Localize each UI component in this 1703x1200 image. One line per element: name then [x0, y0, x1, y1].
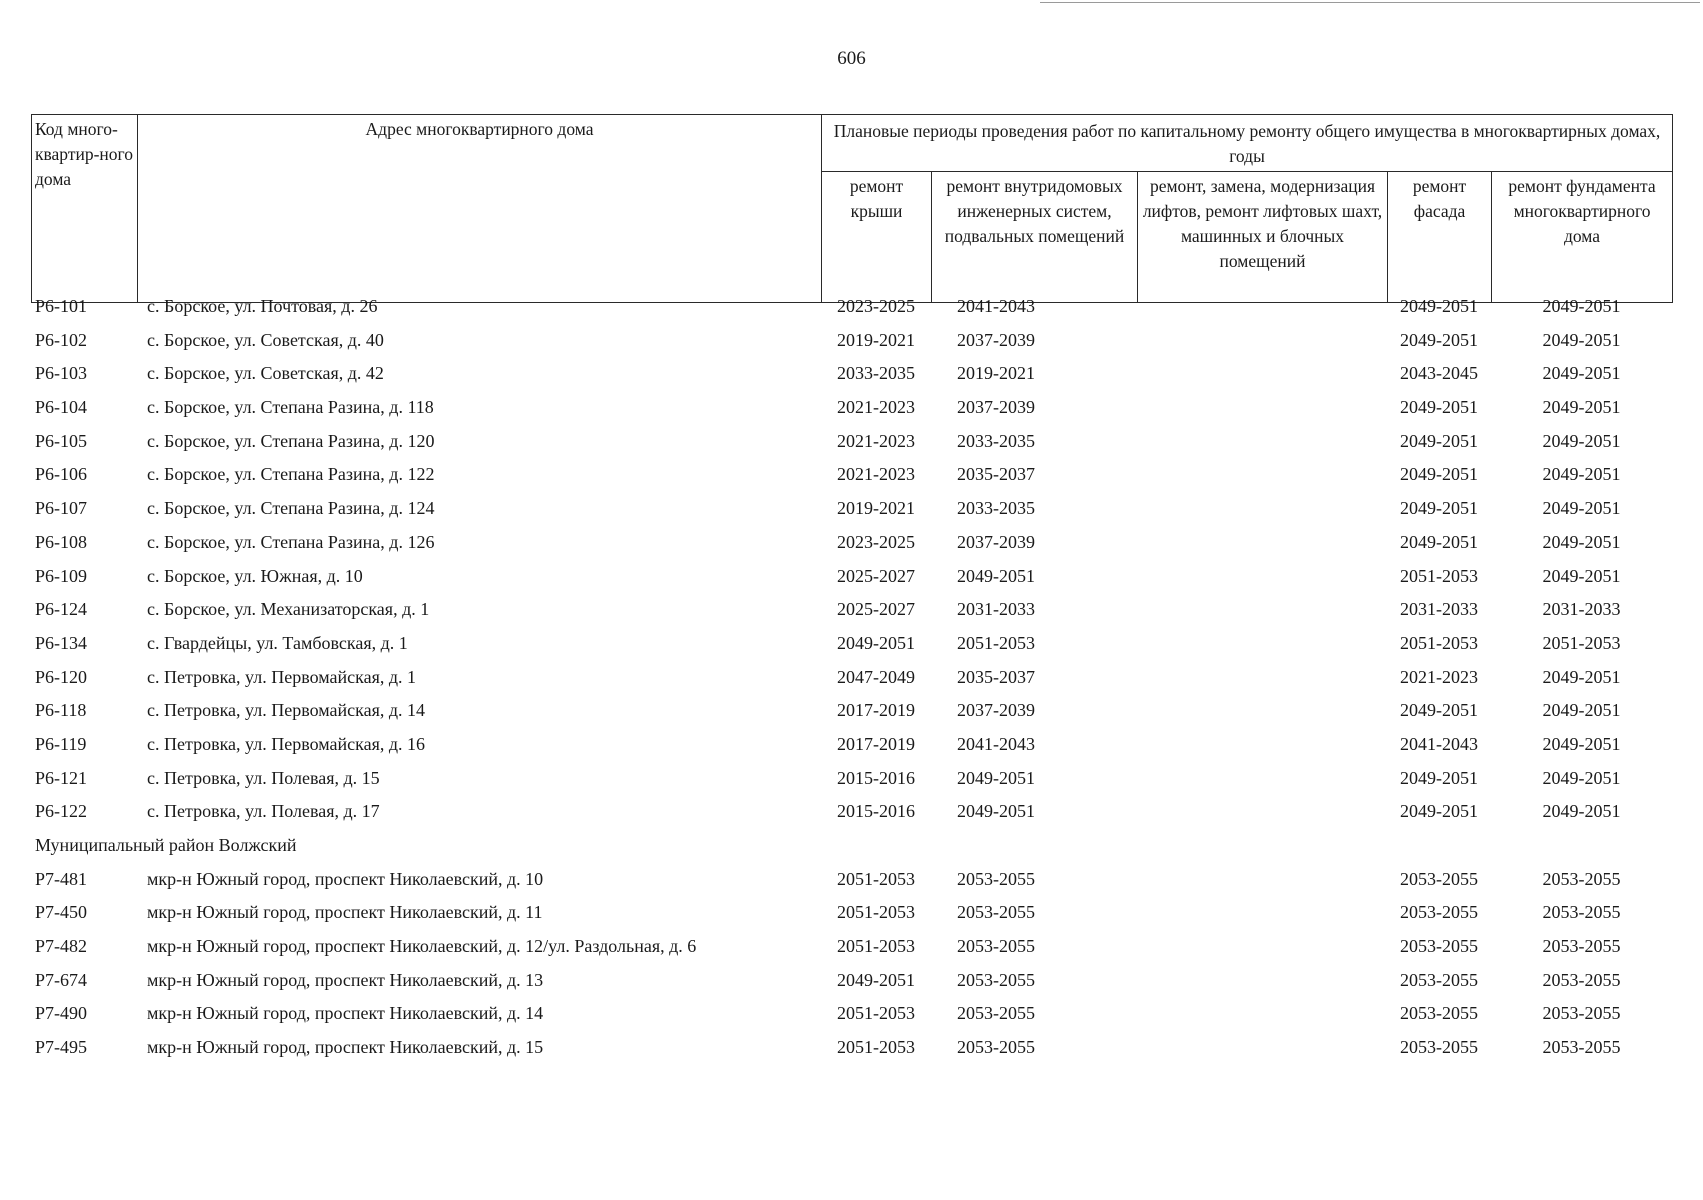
cell-code: Р6-109 [35, 565, 88, 586]
cell-facade: 2049-2051 [1400, 430, 1478, 451]
cell-systems: 2051-2053 [957, 632, 1035, 653]
cell-systems: 2049-2051 [957, 565, 1035, 586]
cell-roof: 2015-2016 [837, 767, 915, 788]
cell-elevators [1137, 531, 1387, 565]
cell-foundation: 2049-2051 [1542, 531, 1621, 552]
cell-roof: 2023-2025 [837, 296, 915, 316]
cell-foundation: 2049-2051 [1542, 363, 1621, 384]
cell-systems: 2037-2039 [957, 531, 1035, 552]
cell-facade: 2049-2051 [1400, 801, 1478, 822]
header-roof: ремонт крыши [822, 172, 932, 303]
table-row [31, 632, 1672, 666]
cell-facade: 2049-2051 [1400, 296, 1478, 316]
cell-address: с. Борское, ул. Советская, д. 42 [147, 363, 384, 384]
cell-foundation: 2051-2053 [1542, 632, 1621, 653]
scan-edge-line [1040, 2, 1700, 3]
table-row [31, 935, 1672, 969]
cell-code: Р6-122 [35, 801, 88, 822]
cell-elevators [1137, 598, 1387, 632]
cell-code: Р7-481 [35, 868, 88, 889]
cell-address: с. Петровка, ул. Первомайская, д. 16 [147, 733, 426, 754]
table-row [31, 396, 1672, 430]
cell-elevators [1137, 868, 1387, 902]
cell-elevators [1137, 497, 1387, 531]
cell-code: Р6-121 [35, 767, 88, 788]
cell-roof: 2015-2016 [837, 801, 915, 822]
cell-systems: 2041-2043 [957, 733, 1035, 754]
cell-foundation: 2053-2055 [1542, 969, 1621, 990]
cell-code: Р6-101 [35, 296, 88, 316]
cell-systems: 2049-2051 [957, 767, 1035, 788]
cell-foundation: 2049-2051 [1542, 565, 1621, 586]
cell-code: Р7-450 [35, 902, 88, 923]
section-title: Муниципальный район Волжский [35, 835, 297, 855]
table-row [31, 531, 1672, 565]
cell-elevators [1137, 565, 1387, 599]
table-row [31, 598, 1672, 632]
cell-elevators [1137, 430, 1387, 464]
cell-elevators [1137, 329, 1387, 363]
table-row [31, 699, 1672, 733]
cell-code: Р6-118 [35, 700, 87, 721]
cell-foundation: 2053-2055 [1542, 868, 1621, 889]
cell-roof: 2025-2027 [837, 599, 915, 620]
table-row [31, 901, 1672, 935]
cell-roof: 2023-2025 [837, 531, 915, 552]
cell-code: Р6-124 [35, 599, 88, 620]
cell-systems: 2041-2043 [957, 296, 1035, 316]
cell-facade: 2049-2051 [1400, 397, 1478, 418]
cell-elevators [1137, 463, 1387, 497]
table-row [31, 565, 1672, 599]
table-row [31, 800, 1672, 834]
table-row [31, 969, 1672, 1003]
cell-address: с. Борское, ул. Южная, д. 10 [147, 565, 363, 586]
header-periods-group: Плановые периоды проведения работ по капитальному ремонту общего имущества в многоквартирных домах, годы [822, 115, 1673, 172]
cell-address: мкр-н Южный город, проспект Николаевский, д. 10 [147, 868, 544, 889]
cell-foundation: 2049-2051 [1542, 498, 1621, 519]
cell-address: с. Борское, ул. Степана Разина, д. 120 [147, 430, 435, 451]
cell-foundation: 2049-2051 [1542, 397, 1621, 418]
cell-address: с. Борское, ул. Степана Разина, д. 126 [147, 531, 435, 552]
header-elevators: ремонт, замена, модернизация лифтов, ремонт лифтовых шахт, машинных и блочных помещений [1138, 172, 1388, 303]
cell-roof: 2021-2023 [837, 430, 915, 451]
cell-facade: 2051-2053 [1400, 565, 1478, 586]
cell-facade: 2051-2053 [1400, 632, 1478, 653]
cell-systems: 2053-2055 [957, 936, 1035, 957]
cell-address: с. Петровка, ул. Первомайская, д. 1 [147, 666, 417, 687]
cell-roof: 2019-2021 [837, 329, 915, 350]
cell-facade: 2049-2051 [1400, 767, 1478, 788]
header-systems: ремонт внутридомовых инженерных систем, подвальных помещений [932, 172, 1138, 303]
cell-address: с. Борское, ул. Степана Разина, д. 118 [147, 397, 434, 418]
cell-elevators [1137, 1002, 1387, 1036]
cell-elevators [1137, 1036, 1387, 1070]
cell-systems: 2019-2021 [957, 363, 1035, 384]
cell-code: Р7-482 [35, 936, 88, 957]
cell-foundation: 2053-2055 [1542, 902, 1621, 923]
cell-facade: 2049-2051 [1400, 498, 1478, 519]
cell-elevators [1137, 699, 1387, 733]
table-rows [31, 295, 1672, 1070]
cell-facade: 2021-2023 [1400, 666, 1478, 687]
cell-elevators [1137, 935, 1387, 969]
cell-address: с. Петровка, ул. Полевая, д. 17 [147, 801, 380, 822]
cell-roof: 2033-2035 [837, 363, 915, 384]
cell-address: с. Петровка, ул. Первомайская, д. 14 [147, 700, 426, 721]
cell-address: мкр-н Южный город, проспект Николаевский, д. 14 [147, 1003, 544, 1024]
cell-address: с. Борское, ул. Степана Разина, д. 124 [147, 498, 435, 519]
cell-address: мкр-н Южный город, проспект Николаевский, д. 11 [147, 902, 543, 923]
table-body [31, 295, 1672, 1070]
cell-foundation: 2031-2033 [1542, 599, 1621, 620]
cell-elevators [1137, 362, 1387, 396]
cell-roof: 2025-2027 [837, 565, 915, 586]
cell-code: Р6-108 [35, 531, 88, 552]
cell-systems: 2035-2037 [957, 464, 1035, 485]
cell-roof: 2017-2019 [837, 733, 915, 754]
cell-code: Р6-102 [35, 329, 88, 350]
cell-systems: 2053-2055 [957, 1037, 1035, 1058]
cell-elevators [1137, 666, 1387, 700]
cell-roof: 2051-2053 [837, 868, 915, 889]
cell-code: Р7-490 [35, 1003, 88, 1024]
cell-systems: 2037-2039 [957, 700, 1035, 721]
cell-facade: 2049-2051 [1400, 464, 1478, 485]
cell-facade: 2049-2051 [1400, 700, 1478, 721]
cell-foundation: 2049-2051 [1542, 296, 1621, 316]
table-row [31, 295, 1672, 329]
cell-systems: 2053-2055 [957, 1003, 1035, 1024]
cell-code: Р6-105 [35, 430, 88, 451]
table-row [31, 1002, 1672, 1036]
cell-foundation: 2049-2051 [1542, 801, 1621, 822]
cell-foundation: 2049-2051 [1542, 430, 1621, 451]
cell-code: Р6-119 [35, 733, 87, 754]
cell-code: Р6-106 [35, 464, 88, 485]
table-row [31, 767, 1672, 801]
table-row [31, 497, 1672, 531]
page-number: 606 [837, 48, 866, 69]
header-address: Адрес многоквартирного дома [138, 115, 822, 303]
cell-roof: 2021-2023 [837, 464, 915, 485]
cell-facade: 2031-2033 [1400, 599, 1478, 620]
cell-systems: 2035-2037 [957, 666, 1035, 687]
cell-code: Р6-134 [35, 632, 88, 653]
cell-roof: 2051-2053 [837, 1037, 915, 1058]
cell-systems: 2053-2055 [957, 969, 1035, 990]
cell-facade: 2049-2051 [1400, 531, 1478, 552]
cell-elevators [1137, 901, 1387, 935]
cell-roof: 2021-2023 [837, 397, 915, 418]
cell-address: с. Гвардейцы, ул. Тамбовская, д. 1 [147, 632, 408, 653]
cell-systems: 2033-2035 [957, 430, 1035, 451]
cell-facade: 2053-2055 [1400, 1003, 1478, 1024]
cell-facade: 2043-2045 [1400, 363, 1478, 384]
cell-foundation: 2049-2051 [1542, 700, 1621, 721]
cell-foundation: 2053-2055 [1542, 936, 1621, 957]
cell-foundation: 2049-2051 [1542, 666, 1621, 687]
cell-facade: 2049-2051 [1400, 329, 1478, 350]
cell-elevators [1137, 632, 1387, 666]
cell-facade: 2053-2055 [1400, 868, 1478, 889]
header-facade: ремонт фасада [1388, 172, 1492, 303]
cell-foundation: 2049-2051 [1542, 733, 1621, 754]
table-row [31, 329, 1672, 363]
cell-roof: 2051-2053 [837, 936, 915, 957]
cell-code: Р7-495 [35, 1037, 88, 1058]
cell-facade: 2041-2043 [1400, 733, 1478, 754]
cell-roof: 2017-2019 [837, 700, 915, 721]
cell-foundation: 2049-2051 [1542, 767, 1621, 788]
cell-facade: 2053-2055 [1400, 936, 1478, 957]
cell-address: с. Борское, ул. Степана Разина, д. 122 [147, 464, 435, 485]
cell-foundation: 2053-2055 [1542, 1003, 1621, 1024]
cell-systems: 2031-2033 [957, 599, 1035, 620]
table-header [31, 114, 1673, 303]
cell-roof: 2049-2051 [837, 632, 915, 653]
cell-systems: 2037-2039 [957, 329, 1035, 350]
cell-facade: 2053-2055 [1400, 902, 1478, 923]
cell-elevators [1137, 733, 1387, 767]
cell-address: с. Петровка, ул. Полевая, д. 15 [147, 767, 380, 788]
cell-code: Р6-104 [35, 397, 88, 418]
cell-elevators [1137, 800, 1387, 834]
cell-address: мкр-н Южный город, проспект Николаевский, д. 15 [147, 1037, 544, 1058]
table-row [31, 463, 1672, 497]
cell-elevators [1137, 767, 1387, 801]
cell-code: Р7-674 [35, 969, 88, 990]
table-row [31, 868, 1672, 902]
cell-code: Р6-103 [35, 363, 88, 384]
cell-roof: 2047-2049 [837, 666, 915, 687]
cell-address: с. Борское, ул. Советская, д. 40 [147, 329, 384, 350]
cell-elevators [1137, 969, 1387, 1003]
cell-facade: 2053-2055 [1400, 1037, 1478, 1058]
cell-roof: 2049-2051 [837, 969, 915, 990]
cell-facade: 2053-2055 [1400, 969, 1478, 990]
cell-code: Р6-107 [35, 498, 88, 519]
header-foundation: ремонт фундамента многоквартирного дома [1492, 172, 1673, 303]
cell-roof: 2051-2053 [837, 902, 915, 923]
section-row [31, 834, 1672, 868]
cell-systems: 2049-2051 [957, 801, 1035, 822]
cell-address: мкр-н Южный город, проспект Николаевский, д. 12/ул. Раздольная, д. 6 [147, 936, 697, 957]
cell-elevators [1137, 396, 1387, 430]
table-row [31, 1036, 1672, 1070]
table-row [31, 430, 1672, 464]
cell-systems: 2033-2035 [957, 498, 1035, 519]
cell-foundation: 2049-2051 [1542, 464, 1621, 485]
cell-address: мкр-н Южный город, проспект Николаевский, д. 13 [147, 969, 544, 990]
cell-code: Р6-120 [35, 666, 88, 687]
cell-systems: 2037-2039 [957, 397, 1035, 418]
table-row [31, 733, 1672, 767]
cell-foundation: 2049-2051 [1542, 329, 1621, 350]
header-code: Код много-квартир-ного дома [32, 115, 138, 303]
cell-systems: 2053-2055 [957, 902, 1035, 923]
cell-roof: 2051-2053 [837, 1003, 915, 1024]
cell-foundation: 2053-2055 [1542, 1037, 1621, 1058]
cell-roof: 2019-2021 [837, 498, 915, 519]
cell-address: с. Борское, ул. Почтовая, д. 26 [147, 296, 378, 316]
cell-systems: 2053-2055 [957, 868, 1035, 889]
cell-elevators [1137, 295, 1387, 329]
table-row [31, 362, 1672, 396]
table-row [31, 666, 1672, 700]
cell-address: с. Борское, ул. Механизаторская, д. 1 [147, 599, 430, 620]
